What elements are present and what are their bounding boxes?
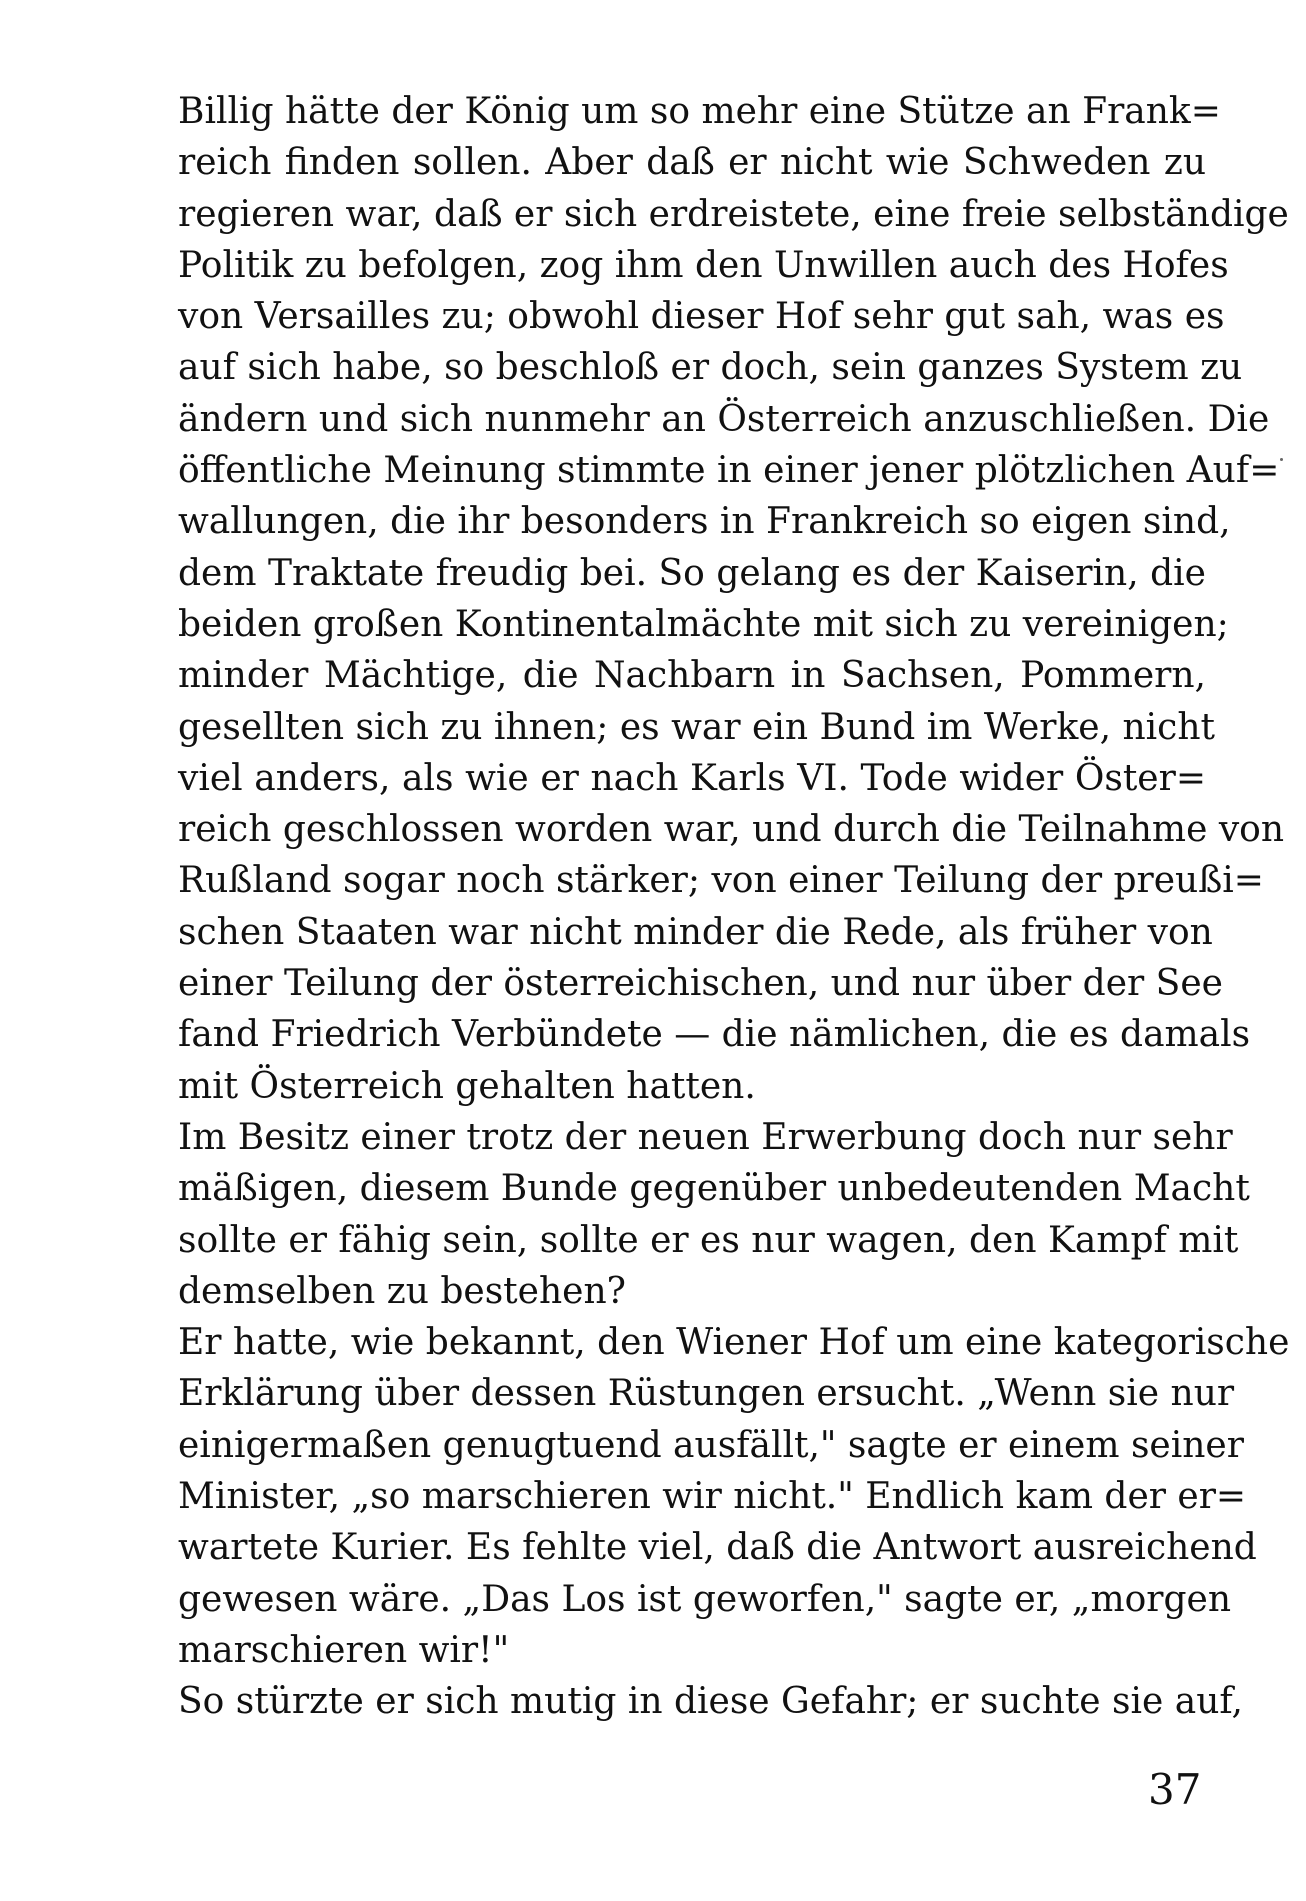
text-line: reich geschlossen worden war, und durch die Teilnahme von — [178, 809, 1285, 851]
text-line: reich finden sollen. Aber daß er nicht wie Schweden zu — [178, 142, 1206, 184]
text-line: demselben zu bestehen? — [178, 1270, 626, 1312]
text-line: einigermaßen genugtuend ausfällt," sagte er einem seiner — [178, 1424, 1244, 1466]
text-line: wartete Kurier. Es fehlte viel, daß die Antwort ausreichend — [178, 1527, 1257, 1569]
text-line: regieren war, daß er sich erdreistete, eine freie selbständige — [178, 193, 1289, 235]
text-line: Erklärung über dessen Rüstungen ersucht. „Wenn sie nur — [178, 1373, 1235, 1415]
text-line: öffentliche Meinung stimmte in einer jener plötzlichen Auf= — [178, 450, 1280, 492]
body-text — [178, 86, 1290, 1728]
text-line: dem Traktate freudig bei. So gelang es der Kaiserin, die — [178, 552, 1206, 594]
margin-speck — [1280, 458, 1283, 461]
text-line: schen Staaten war nicht minder die Rede, als früher von — [178, 911, 1213, 953]
text-line: Billig hätte der König um so mehr eine Stütze an Frank= — [178, 91, 1221, 132]
text-line: auf sich habe, so beschloß er doch, sein ganzes System zu — [178, 347, 1243, 389]
page-number: 37 — [1148, 1765, 1202, 1814]
text-line: Politik zu befolgen, zog ihm den Unwillen auch des Hofes — [178, 244, 1229, 286]
text-line: beiden großen Kontinentalmächte mit sich zu vereinigen; — [178, 603, 1229, 645]
text-line: gesellten sich zu ihnen; es war ein Bund im Werke, nicht — [178, 706, 1215, 748]
text-line: So stürzte er sich mutig in diese Gefahr; er suchte sie auf, — [178, 1681, 1243, 1723]
text-line: sollte er fähig sein, sollte er es nur wagen, den Kampf mit — [178, 1219, 1239, 1261]
text-line: von Versailles zu; obwohl dieser Hof sehr gut sah, was es — [178, 296, 1225, 338]
text-line: Minister, „so marschieren wir nicht." Endlich kam der er= — [178, 1476, 1247, 1518]
text-line: Im Besitz einer trotz der neuen Erwerbung doch nur sehr — [178, 1116, 1233, 1158]
text-line: einer Teilung der österreichischen, und nur über der See — [178, 963, 1223, 1005]
text-line: gewesen wäre. „Das Los ist geworfen," sagte er, „morgen — [178, 1578, 1231, 1620]
text-line: minder Mächtige, die Nachbarn in Sachsen, Pommern, — [178, 655, 1206, 697]
text-line: ändern und sich nunmehr an Österreich anzuschließen. Die — [178, 398, 1270, 440]
text-line: mit Österreich gehalten hatten. — [178, 1065, 756, 1107]
text-line: Rußland sogar noch stärker; von einer Teilung der preußi= — [178, 860, 1264, 902]
text-line: fand Friedrich Verbündete — die nämlichen, die es damals — [178, 1014, 1251, 1056]
text-line: mäßigen, diesem Bunde gegenüber unbedeutenden Macht — [178, 1168, 1250, 1210]
text-line: viel anders, als wie er nach Karls VI. Tode wider Öster= — [178, 757, 1206, 799]
text-line: wallungen, die ihr besonders in Frankreich so eigen sind, — [178, 501, 1231, 543]
text-line: Er hatte, wie bekannt, den Wiener Hof um eine kategorische — [178, 1322, 1290, 1364]
text-line: marschieren wir!" — [178, 1629, 510, 1671]
